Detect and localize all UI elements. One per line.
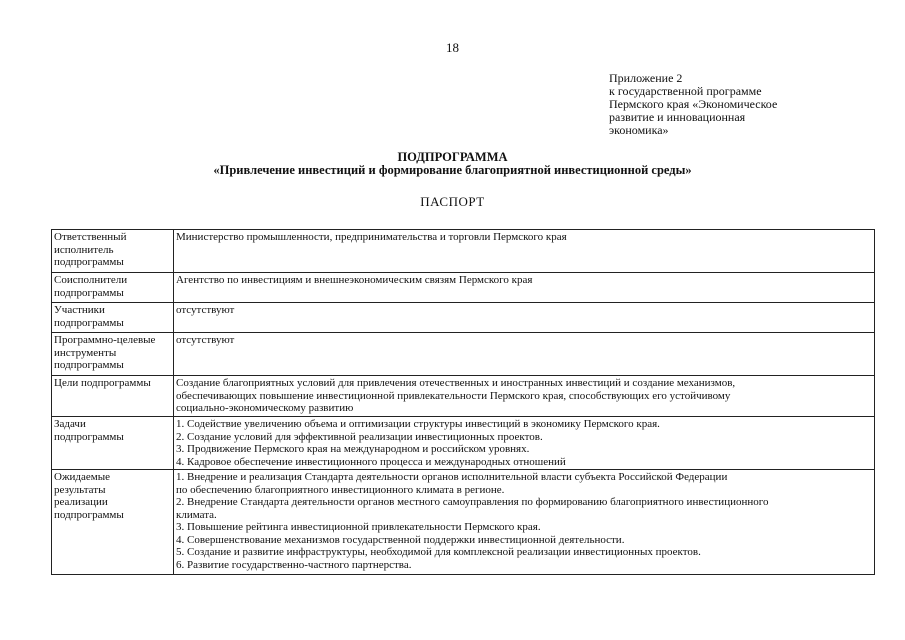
row-value-line: по обеспечению благоприятного инвестиционного климата в регионе. (176, 483, 505, 496)
row-value-line: 2. Создание условий для эффективной реализации инвестиционных проектов. (176, 430, 543, 443)
row-value-line: отсутствуют (176, 334, 235, 346)
row-label-line: Соисполнители (54, 274, 128, 286)
row-value (174, 333, 875, 376)
subprogram-subtitle: «Привлечение инвестиций и формирование благоприятной инвестиционной среды» (213, 163, 692, 177)
row-value-line: социально-экономическому развитию (176, 402, 354, 414)
row-value-line: 4. Совершенствование механизмов государственной поддержки инвестиционной деятельности. (176, 533, 625, 546)
row-value-line: 3. Повышение рейтинга инвестиционной привлекательности Пермского края. (176, 521, 541, 533)
row-value-line: Агентство по инвестициям и внешнеэкономическим связям Пермского края (176, 274, 533, 286)
row-value-line: Министерство промышленности, предпринимательства и торговли Пермского края (176, 231, 567, 243)
row-value-line: 6. Развитие государственно-частного партнерства. (176, 558, 412, 571)
row-label-line: Цели подпрограммы (54, 377, 151, 389)
appendix-line: развитие и инновационная (609, 110, 746, 124)
row-label-line: Программно-целевые (54, 334, 156, 346)
row-value-line: климата. (176, 508, 217, 521)
row-label-line: подпрограммы (54, 256, 124, 268)
row-value (174, 417, 875, 470)
row-value (174, 230, 875, 273)
appendix-note (609, 72, 859, 137)
row-label-line: Ожидаемые (54, 471, 111, 483)
row-label-line: Задачи (54, 418, 86, 430)
row-value (174, 303, 875, 333)
row-label (52, 303, 174, 333)
appendix-line: экономика» (609, 123, 669, 137)
row-label-line: подпрограммы (54, 359, 124, 371)
table-row (52, 470, 875, 575)
row-value (174, 273, 875, 303)
row-label-line: подпрограммы (54, 430, 124, 443)
row-label (52, 376, 174, 417)
row-value-line: 1. Содействие увеличению объема и оптимизации структуры инвестиций в экономику Пермского края. (176, 418, 660, 430)
row-label-line: Участники (54, 304, 105, 316)
passport-title: ПАСПОРТ (420, 194, 485, 209)
row-value-line: 4. Кадровое обеспечение инвестиционного процесса и международных отношений (176, 455, 566, 468)
table-row (52, 230, 875, 273)
appendix-line: Приложение 2 (609, 71, 683, 85)
row-value-line: обеспечивающих повышение инвестиционной привлекательности Пермского края, способствующих его устойчивому (176, 389, 731, 402)
table-row (52, 273, 875, 303)
row-value (174, 376, 875, 417)
row-value-line: отсутствуют (176, 304, 235, 316)
row-value-line: 5. Создание и развитие инфраструктуры, необходимой для комплексной реализации инвестиционных проектов. (176, 546, 701, 558)
row-value-line: 2. Внедрение Стандарта деятельности органов местного самоуправления по формированию благоприятного инвестиционного (176, 496, 769, 508)
table-row (52, 333, 875, 376)
row-label-line: инструменты (54, 346, 117, 359)
row-label-line: подпрограммы (54, 508, 124, 521)
row-label-line: подпрограммы (54, 286, 124, 299)
row-label-line: реализации (54, 496, 108, 508)
page-number: 18 (446, 40, 459, 55)
row-value-line: 1. Внедрение и реализация Стандарта деятельности органов исполнительной власти субъекта Российской Федерации (176, 471, 728, 483)
row-value-line: Создание благоприятных условий для привлечения отечественных и иностранных инвестиций и создание механизмов, (176, 377, 736, 389)
row-label (52, 417, 174, 470)
table-row (52, 376, 875, 417)
row-label (52, 333, 174, 376)
subprogram-title: ПОДПРОГРАММА (397, 150, 508, 164)
row-label-line: Ответственный (54, 231, 127, 243)
appendix-line: к государственной программе (609, 84, 762, 98)
row-label-line: подпрограммы (54, 316, 124, 329)
appendix-line: Пермского края «Экономическое (609, 97, 778, 111)
row-label-line: результаты (54, 483, 106, 496)
row-label (52, 230, 174, 273)
row-label (52, 273, 174, 303)
row-label-line: исполнитель (54, 243, 114, 256)
row-value (174, 470, 875, 575)
row-value-line: 3. Продвижение Пермского края на международном и российском уровнях. (176, 443, 530, 455)
table-row (52, 417, 875, 470)
row-label (52, 470, 174, 575)
passport-table (51, 229, 875, 575)
table-row (52, 303, 875, 333)
